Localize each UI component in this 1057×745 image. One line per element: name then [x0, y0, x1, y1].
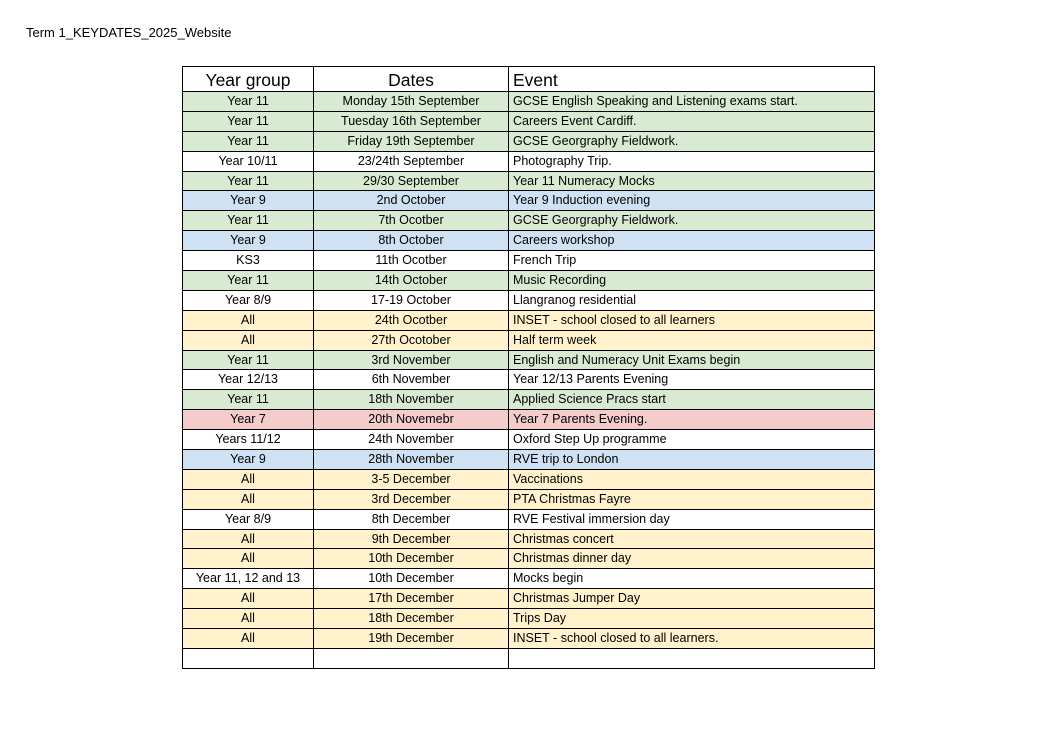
table-row	[183, 171, 875, 191]
cell-date: 17-19 October	[314, 290, 509, 310]
cell-date: Tuesday 16th September	[314, 111, 509, 131]
table-row	[183, 450, 875, 470]
table-row	[183, 151, 875, 171]
table-row	[183, 589, 875, 609]
table-row	[183, 271, 875, 291]
cell-year-group: Year 8/9	[183, 290, 314, 310]
cell-date: 10th December	[314, 569, 509, 589]
key-dates-table	[182, 66, 875, 669]
cell-date: 24th Ocotber	[314, 310, 509, 330]
cell-date: 24th November	[314, 430, 509, 450]
cell-date: 20th Novemebr	[314, 410, 509, 430]
cell-event: RVE Festival immersion day	[509, 509, 875, 529]
cell-event: Christmas Jumper Day	[509, 589, 875, 609]
cell-date: 3rd December	[314, 489, 509, 509]
cell-event: GCSE Georgraphy Fieldwork.	[509, 131, 875, 151]
cell-date: 11th Ocotber	[314, 251, 509, 271]
cell-year-group: All	[183, 330, 314, 350]
cell-year-group: Year 11	[183, 390, 314, 410]
table-row	[183, 251, 875, 271]
cell-date: 6th November	[314, 370, 509, 390]
header-event: Event	[509, 67, 875, 92]
cell-event: French Trip	[509, 251, 875, 271]
cell-event: Applied Science Pracs start	[509, 390, 875, 410]
cell-event: Oxford Step Up programme	[509, 430, 875, 450]
table-row	[183, 111, 875, 131]
table-row	[183, 529, 875, 549]
header-dates: Dates	[314, 67, 509, 92]
table-row	[183, 211, 875, 231]
cell-event: Careers Event Cardiff.	[509, 111, 875, 131]
cell-date: 18th December	[314, 609, 509, 629]
cell-year-group: Year 9	[183, 231, 314, 251]
cell-date: 3-5 December	[314, 469, 509, 489]
cell-year-group: Year 11	[183, 131, 314, 151]
cell-event: Careers workshop	[509, 231, 875, 251]
cell-year-group: Year 9	[183, 191, 314, 211]
cell-event: Vaccinations	[509, 469, 875, 489]
cell-event	[509, 648, 875, 668]
cell-date: 3rd November	[314, 350, 509, 370]
table-row	[183, 231, 875, 251]
document-title: Term 1_KEYDATES_2025_Website	[26, 25, 232, 40]
cell-date: 10th December	[314, 549, 509, 569]
cell-event: Christmas dinner day	[509, 549, 875, 569]
cell-year-group: Year 11	[183, 350, 314, 370]
table-row	[183, 430, 875, 450]
table-row	[183, 390, 875, 410]
cell-event: Llangranog residential	[509, 290, 875, 310]
cell-year-group: All	[183, 549, 314, 569]
cell-event: Year 11 Numeracy Mocks	[509, 171, 875, 191]
cell-year-group: All	[183, 629, 314, 649]
cell-date: 18th November	[314, 390, 509, 410]
cell-event: Year 12/13 Parents Evening	[509, 370, 875, 390]
cell-year-group: Year 11	[183, 171, 314, 191]
cell-date: 17th December	[314, 589, 509, 609]
cell-event: Mocks begin	[509, 569, 875, 589]
cell-event: Christmas concert	[509, 529, 875, 549]
table-row	[183, 609, 875, 629]
cell-event: Photography Trip.	[509, 151, 875, 171]
cell-event: INSET - school closed to all learners.	[509, 629, 875, 649]
table-body	[183, 92, 875, 669]
cell-year-group: All	[183, 589, 314, 609]
cell-date: 2nd October	[314, 191, 509, 211]
table-row	[183, 310, 875, 330]
table-row	[183, 92, 875, 112]
table-row	[183, 350, 875, 370]
cell-date: 8th October	[314, 231, 509, 251]
table-row	[183, 290, 875, 310]
table-row	[183, 330, 875, 350]
cell-event: Trips Day	[509, 609, 875, 629]
table-row	[183, 549, 875, 569]
cell-event: RVE trip to London	[509, 450, 875, 470]
cell-date: 27th Ocotober	[314, 330, 509, 350]
cell-year-group: All	[183, 489, 314, 509]
cell-event: PTA Christmas Fayre	[509, 489, 875, 509]
table-row	[183, 131, 875, 151]
table-row	[183, 629, 875, 649]
cell-year-group: All	[183, 529, 314, 549]
cell-date: 19th December	[314, 629, 509, 649]
cell-event: Music Recording	[509, 271, 875, 291]
table-row	[183, 509, 875, 529]
cell-year-group: KS3	[183, 251, 314, 271]
cell-year-group: Year 11	[183, 211, 314, 231]
table-row	[183, 569, 875, 589]
cell-year-group: Year 9	[183, 450, 314, 470]
cell-date: 8th December	[314, 509, 509, 529]
table-row	[183, 410, 875, 430]
cell-event: GCSE Georgraphy Fieldwork.	[509, 211, 875, 231]
cell-year-group: Year 11	[183, 92, 314, 112]
cell-event: English and Numeracy Unit Exams begin	[509, 350, 875, 370]
table-row	[183, 191, 875, 211]
cell-year-group: Year 12/13	[183, 370, 314, 390]
table-header-row	[183, 67, 875, 92]
header-year-group: Year group	[183, 67, 314, 92]
cell-year-group	[183, 648, 314, 668]
table-row	[183, 370, 875, 390]
cell-date: Friday 19th September	[314, 131, 509, 151]
cell-year-group: Year 11	[183, 271, 314, 291]
cell-date: Monday 15th September	[314, 92, 509, 112]
table-row	[183, 469, 875, 489]
cell-event: Half term week	[509, 330, 875, 350]
cell-year-group: Year 10/11	[183, 151, 314, 171]
cell-event: GCSE English Speaking and Listening exams start.	[509, 92, 875, 112]
cell-event: INSET - school closed to all learners	[509, 310, 875, 330]
cell-event: Year 9 Induction evening	[509, 191, 875, 211]
cell-year-group: Years 11/12	[183, 430, 314, 450]
cell-year-group: Year 11, 12 and 13	[183, 569, 314, 589]
cell-year-group: Year 8/9	[183, 509, 314, 529]
cell-date: 9th December	[314, 529, 509, 549]
cell-year-group: All	[183, 609, 314, 629]
cell-date: 23/24th September	[314, 151, 509, 171]
cell-year-group: All	[183, 469, 314, 489]
cell-year-group: All	[183, 310, 314, 330]
cell-date	[314, 648, 509, 668]
cell-date: 29/30 September	[314, 171, 509, 191]
cell-date: 28th November	[314, 450, 509, 470]
cell-year-group: Year 7	[183, 410, 314, 430]
cell-year-group: Year 11	[183, 111, 314, 131]
table-row	[183, 648, 875, 668]
cell-date: 14th October	[314, 271, 509, 291]
cell-event: Year 7 Parents Evening.	[509, 410, 875, 430]
cell-date: 7th Ocotber	[314, 211, 509, 231]
table-row	[183, 489, 875, 509]
